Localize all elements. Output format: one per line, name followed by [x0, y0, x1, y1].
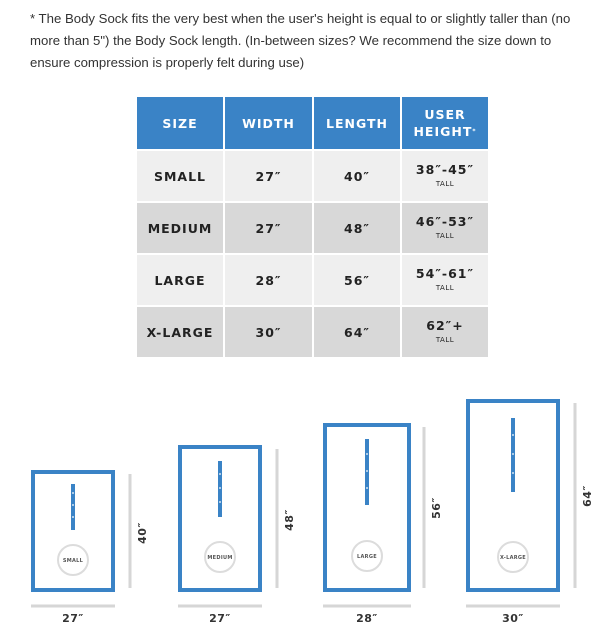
cell-length: 56″	[314, 255, 400, 307]
header-size: SIZE	[137, 97, 223, 151]
height-tall-label: TALL	[435, 180, 455, 188]
header-asterisk: *	[472, 128, 477, 135]
length-label: 40″	[136, 522, 149, 544]
sock-figure-x-large	[466, 401, 594, 625]
sock-figure-large	[323, 425, 443, 625]
width-label: 28″	[356, 612, 378, 625]
length-label: 48″	[283, 509, 296, 531]
zipper-dot	[219, 501, 221, 503]
cell-user-height	[402, 203, 488, 255]
cell-length: 48″	[314, 203, 400, 255]
zipper-dot	[512, 453, 514, 455]
zipper-dot	[512, 472, 514, 474]
header-length: LENGTH	[314, 97, 400, 151]
table-header-row	[137, 97, 488, 151]
length-label: 64″	[581, 485, 594, 507]
header-user-label: USER	[424, 107, 466, 122]
header-user-height	[402, 97, 488, 151]
cell-width: 27″	[225, 151, 312, 203]
table-row	[137, 151, 488, 203]
cell-user-height	[402, 255, 488, 307]
cell-width: 27″	[225, 203, 312, 255]
table-row	[137, 255, 488, 307]
zipper-dot	[72, 504, 74, 506]
header-height-line	[402, 123, 488, 140]
cell-user-height	[402, 307, 488, 359]
circle-label: SMALL	[62, 558, 84, 564]
sock-figure-small	[31, 472, 149, 625]
table-row	[137, 203, 488, 255]
circle-label: X-LARGE	[499, 555, 527, 561]
size-chart-table	[135, 97, 490, 359]
zipper-dot	[366, 487, 368, 489]
cell-user-height	[402, 151, 488, 203]
zipper-dot	[512, 434, 514, 436]
height-tall-label: TALL	[435, 232, 455, 240]
zipper-dot	[219, 473, 221, 475]
cell-size: MEDIUM	[137, 203, 223, 255]
sock-figure-medium	[178, 447, 296, 625]
width-label: 30″	[502, 612, 524, 625]
header-width: WIDTH	[225, 97, 312, 151]
length-label: 56″	[430, 497, 443, 519]
cell-width: 28″	[225, 255, 312, 307]
cell-length: 40″	[314, 151, 400, 203]
circle-label: LARGE	[357, 554, 377, 560]
header-height-label: HEIGHT	[413, 124, 473, 139]
cell-size: SMALL	[137, 151, 223, 203]
height-range: 38″-45″	[415, 162, 475, 177]
size-diagram	[0, 380, 600, 633]
height-range: 46″-53″	[415, 214, 475, 229]
fit-note: * The Body Sock fits the very best when the user's height is equal to or slightly taller than (no more than 5") the Body Sock length. (In-between sizes? We recommend the size down to ensure compression is properly felt during use)	[30, 11, 571, 70]
zipper-dot	[366, 453, 368, 455]
height-tall-label: TALL	[435, 336, 455, 344]
zipper-dot	[72, 516, 74, 518]
cell-length: 64″	[314, 307, 400, 359]
width-label: 27″	[209, 612, 231, 625]
cell-size: X-LARGE	[137, 307, 223, 359]
table-row	[137, 307, 488, 359]
cell-width: 30″	[225, 307, 312, 359]
cell-size: LARGE	[137, 255, 223, 307]
zipper-dot	[72, 492, 74, 494]
zipper-dot	[366, 470, 368, 472]
circle-label: MEDIUM	[207, 555, 233, 561]
height-range: 54″-61″	[415, 266, 475, 281]
zipper-dot	[219, 487, 221, 489]
height-tall-label: TALL	[435, 284, 455, 292]
width-label: 27″	[62, 612, 84, 625]
height-range: 62″+	[426, 318, 464, 333]
